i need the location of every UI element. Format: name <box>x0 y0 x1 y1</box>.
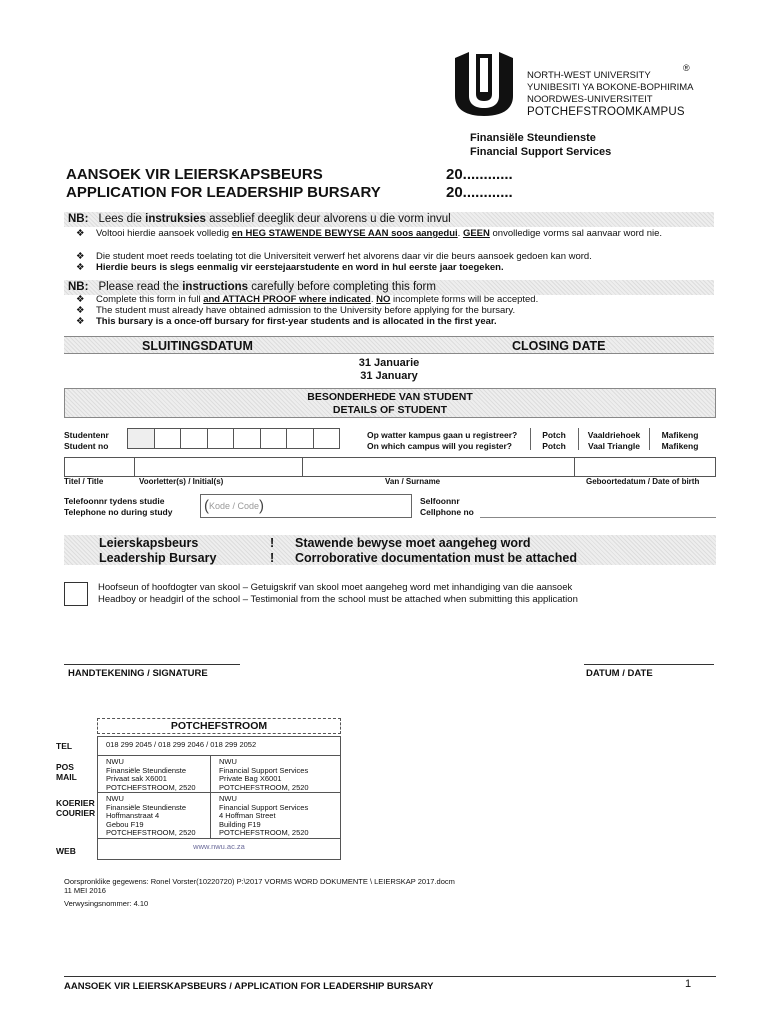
closing-date-bar <box>64 336 714 354</box>
year-field-af[interactable]: 20............ <box>446 166 513 183</box>
details-en: DETAILS OF STUDENT <box>332 404 448 416</box>
telephone-label-af: Telefoonnr tydens studie <box>64 496 165 506</box>
student-number-label-af: Studentenr <box>64 430 109 440</box>
courier-address-en: NWU Financial Support Services 4 Hoffman Street Building F19 POTCHEFSTROOM, 2520 <box>219 794 309 838</box>
headboy-text-en: Headboy or headgirl of the school – Testimonial from the school must be attached when submitting this application <box>98 594 578 605</box>
nb-en-bar <box>64 280 714 295</box>
bullet-en-1: ❖ Complete this form in full and ATTACH PROOF where indicated. NO incomplete forms will be accepted. <box>76 294 539 305</box>
surname-label: Van / Surname <box>385 477 441 486</box>
bullet-en-2: ❖ The student must already have obtained admission to the University before applying for the bursary. <box>76 305 516 316</box>
campus-option-vaal[interactable]: Vaaldriehoek Vaal Triangle <box>587 430 641 451</box>
date-of-birth-input[interactable] <box>575 458 715 476</box>
footer-title: AANSOEK VIR LEIERSKAPSBEURS / APPLICATION FOR LEADERSHIP BURSARY <box>64 981 434 992</box>
department <box>470 131 611 159</box>
documentation-notice-en: Corroborative documentation must be attached <box>295 550 577 565</box>
telephone-label <box>64 496 172 518</box>
form-title-en: APPLICATION FOR LEADERSHIP BURSARY <box>66 184 381 201</box>
department-en: Financial Support Services <box>470 146 612 158</box>
registered-mark: ® <box>683 63 690 73</box>
campus-name: POTCHEFSTROOMKAMPUS <box>527 106 685 118</box>
office-name: POTCHEFSTROOM <box>97 718 341 734</box>
cellphone-label <box>420 496 474 518</box>
university-line-en: NORTH-WEST UNIVERSITY <box>527 70 651 81</box>
student-number-digit[interactable] <box>260 428 288 449</box>
tel-label: TEL <box>56 741 73 751</box>
nb-text: carefully before completing this form <box>248 281 436 293</box>
name-fields-row <box>64 457 716 477</box>
student-number-digit[interactable] <box>207 428 235 449</box>
bullet-af-3: ❖ Hierdie beurs is slegs eenmalig vir eerstejaarstudente en word in hul eerste jaar toegeken. <box>76 262 504 273</box>
bullet-en-3: ❖ This bursary is a once-off bursary for first-year students and is allocated in the first year. <box>76 316 497 327</box>
bursary-name <box>99 536 216 565</box>
bursary-name-en: Leadership Bursary <box>99 550 217 565</box>
page-footer <box>64 976 716 992</box>
campus-question <box>367 430 517 452</box>
campus-question-en: On which campus will you register? <box>367 441 513 451</box>
year-field-en[interactable]: 20............ <box>446 184 513 201</box>
diamond-bullet-icon: ❖ <box>76 316 85 327</box>
telephone-label-en: Telephone no during study <box>64 507 173 517</box>
form-title-af: AANSOEK VIR LEIERSKAPSBEURS <box>66 166 323 183</box>
date-label: DATUM / DATE <box>586 668 653 679</box>
title-label: Titel / Title <box>64 477 104 486</box>
student-number-label-en: Student no <box>64 441 109 451</box>
closing-date-af: SLUITINGSDATUM <box>142 339 253 353</box>
web-label: WEB <box>56 846 76 856</box>
origin-date: 11 MEI 2016 <box>64 886 106 895</box>
post-label: POS MAIL <box>56 762 77 782</box>
nb-label: NB: <box>68 281 89 293</box>
details-of-student-bar <box>64 388 716 418</box>
documentation-notice-af: Stawende bewyse moet aangeheg word <box>295 536 531 550</box>
university-name <box>527 70 693 118</box>
closing-date-value-en: 31 January <box>360 370 418 382</box>
headboy-text <box>98 582 578 606</box>
diamond-bullet-icon: ❖ <box>76 294 85 305</box>
headboy-text-af: Hoofseun of hoofdogter van skool – Getuigskrif van skool moet aangeheg word met inhandiging van die aansoek <box>98 582 573 593</box>
student-number-digit[interactable] <box>313 428 341 449</box>
nb-text: Please read the <box>98 281 183 293</box>
signature-line[interactable] <box>64 664 240 665</box>
courier-address-af: NWU Finansiële Steundienste Hoffmanstraat 4 Gebou F19 POTCHEFSTROOM, 2520 <box>98 793 211 838</box>
diamond-bullet-icon: ❖ <box>76 228 85 239</box>
tel-cell: 018 299 2045 / 018 299 2046 / 018 299 2052 <box>97 736 341 756</box>
bullet-af-2: ❖ Die student moet reeds toelating tot die Universiteit verwerf het alvorens daar vir die beurs aansoek gedoen kan word. <box>76 251 592 262</box>
document-origin <box>64 877 455 895</box>
closing-date-en: CLOSING DATE <box>512 339 606 353</box>
initials-input[interactable] <box>135 458 303 476</box>
cellphone-label-af: Selfoonnr <box>420 496 460 506</box>
diamond-bullet-icon: ❖ <box>76 262 85 273</box>
cellphone-input[interactable] <box>480 517 716 518</box>
date-line[interactable] <box>584 664 714 665</box>
area-code-placeholder: Kode / Code <box>209 501 260 511</box>
student-number-digit[interactable] <box>286 428 314 449</box>
origin-text: Oorspronklike gegewens: Ronel Vorster(10220720) P:\2017 VORMS WORD DOKUMENTE \ LEIERSKAP 2017.docm <box>64 877 455 886</box>
post-address-en: NWU Financial Support Services Private Bag X6001 POTCHEFSTROOM, 2520 <box>219 757 309 792</box>
diamond-bullet-icon: ❖ <box>76 251 85 262</box>
bursary-name-af: Leierskapsbeurs <box>99 536 199 550</box>
signature-label: HANDTEKENING / SIGNATURE <box>68 668 208 679</box>
form-year <box>446 166 513 202</box>
nb-text: Lees die <box>98 213 146 225</box>
documentation-notice <box>295 536 577 565</box>
student-number-digit[interactable] <box>127 428 155 449</box>
nb-bold: instructions <box>182 281 249 293</box>
date-of-birth-label: Geboortedatum / Date of birth <box>586 477 700 486</box>
page-number: 1 <box>685 978 692 990</box>
surname-input[interactable] <box>303 458 575 476</box>
student-number-digit[interactable] <box>233 428 261 449</box>
university-line-af: NOORDWES-UNIVERSITEIT <box>527 94 653 105</box>
nb-bold: instruksies <box>145 213 206 225</box>
student-number-label <box>64 430 109 452</box>
nb-label: NB: <box>68 213 89 225</box>
campus-question-af: Op watter kampus gaan u registreer? <box>367 430 518 440</box>
campus-option-potch[interactable]: Potch Potch <box>542 430 566 451</box>
courier-label: KOERIER COURIER <box>56 798 96 818</box>
initials-label: Voorletter(s) / Initial(s) <box>139 477 224 486</box>
student-number-boxes <box>127 428 339 449</box>
details-af: BESONDERHEDE VAN STUDENT <box>307 391 473 403</box>
web-link[interactable]: www.nwu.ac.za <box>97 839 341 860</box>
headboy-checkbox[interactable] <box>64 582 88 606</box>
post-address-af: NWU Finansiële Steundienste Privaat sak X6001 POTCHEFSTROOM, 2520 <box>98 756 211 792</box>
closing-date-value-af: 31 Januarie <box>358 357 420 369</box>
diamond-bullet-icon: ❖ <box>76 305 85 316</box>
reference-number: Verwysingsnommer: 4.10 <box>64 899 149 908</box>
nwu-logo <box>449 50 519 116</box>
bullet-af-1: ❖ Voltooi hierdie aansoek volledig en HEG STAWENDE BEWYSE AAN soos aangedui. GEEN onvolledige vorms sal aanvaar word nie. <box>76 228 663 239</box>
bursary-bar <box>64 535 716 565</box>
contact-table <box>97 718 341 860</box>
department-af: Finansiële Steundienste <box>470 132 596 144</box>
nb-af-bar <box>64 212 714 227</box>
university-line-tn: YUNIBESITI YA BOKONE-BOPHIRIMA <box>527 82 694 93</box>
cellphone-label-en: Cellphone no <box>420 507 474 517</box>
campus-option-mafikeng[interactable]: Mafikeng Mafikeng <box>661 430 699 451</box>
nb-text: asseblief deeglik deur alvorens u die vorm invul <box>205 213 451 225</box>
telephone-input[interactable]: (Kode / Code) <box>200 494 412 518</box>
title-input[interactable] <box>65 458 135 476</box>
form-title <box>66 166 381 202</box>
student-number-digit[interactable] <box>154 428 182 449</box>
student-number-digit[interactable] <box>180 428 208 449</box>
exclamation-icon: ! ! <box>270 536 275 565</box>
